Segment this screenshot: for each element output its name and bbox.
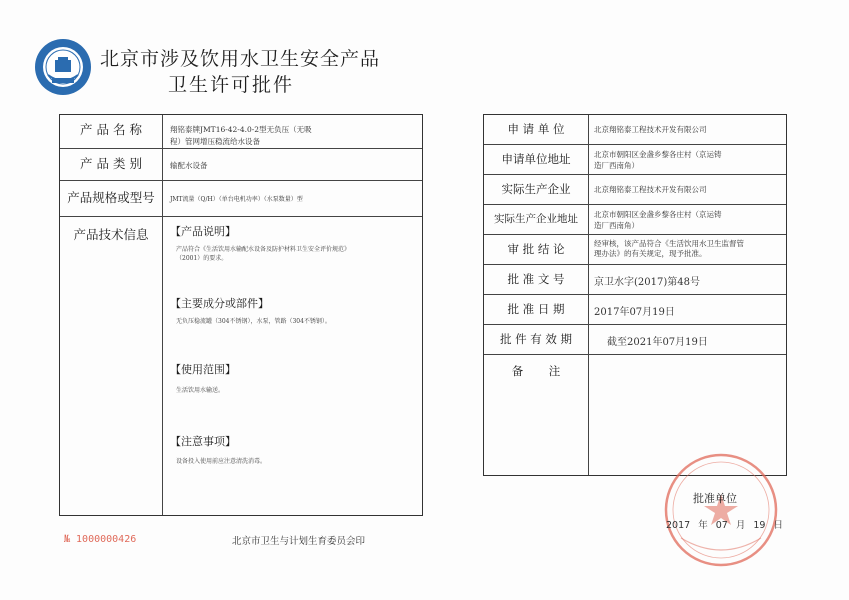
validity-label: 批 件 有 效 期 xyxy=(484,325,589,354)
section-title-product-description: 【产品说明】 xyxy=(170,225,236,238)
section-text-product-description: 产品符合《生活饮用水输配水设备及防护材料卫生安全评价规范》（2001）的要求。 xyxy=(176,246,351,262)
product-name-value: 翔铭泰牌JMT16-42-4.0-2型无负压（无吸程）管网增压稳流给水设备 xyxy=(170,125,312,146)
certificate-number: № 1000000426 xyxy=(64,534,137,545)
approval-number-label: 批 准 文 号 xyxy=(484,265,589,294)
remarks-label: 备 注 xyxy=(484,355,589,475)
product-info-table xyxy=(59,114,423,516)
applicant-address-label: 申请单位地址 xyxy=(484,145,589,174)
approval-unit-label: 批准单位 xyxy=(693,492,737,505)
row-conclusion xyxy=(484,235,786,265)
manufacturer-address-value: 北京市朝阳区金盏乡黎各庄村（京运铸造厂西南角） xyxy=(594,210,722,230)
conclusion-value: 经审核，该产品符合《生活饮用水卫生监督管理办法》的有关规定，现予批准。 xyxy=(594,239,744,258)
approval-date-signature: 2017 年 07 月 19 日 xyxy=(666,520,783,531)
manufacturer-address-label: 实际生产企业地址 xyxy=(484,205,589,234)
manufacturer-value: 北京翔铭泰工程技术开发有限公司 xyxy=(594,185,707,194)
row-tech-info xyxy=(60,217,422,515)
row-approval-date xyxy=(484,295,786,325)
section-text-precautions: 设备投入使用前应注意清洗消毒。 xyxy=(176,458,267,465)
conclusion-label: 审 批 结 论 xyxy=(484,235,589,264)
section-text-components: 无负压稳流罐（304不锈钢），水泵，管路（304不锈钢）。 xyxy=(176,318,331,325)
row-product-name xyxy=(60,115,422,149)
manufacturer-label: 实际生产企业 xyxy=(484,175,589,204)
row-manufacturer-address xyxy=(484,205,786,235)
document-title: 北京市涉及饮用水卫生安全产品 xyxy=(100,48,381,70)
row-validity xyxy=(484,325,786,355)
official-seal-stamp xyxy=(661,450,781,570)
product-category-value: 输配水设备 xyxy=(170,161,208,170)
applicant-value: 北京翔铭泰工程技术开发有限公司 xyxy=(594,125,707,134)
model-value: JMT流量（Q/H）（单台电机功率）（水泵数量）型 xyxy=(170,196,303,203)
approval-date-label: 批 准 日 期 xyxy=(484,295,589,324)
row-applicant-address xyxy=(484,145,786,175)
section-title-scope: 【使用范围】 xyxy=(170,363,236,376)
applicant-address-value: 北京市朝阳区金盏乡黎各庄村（京运铸造厂西南角） xyxy=(594,150,722,170)
approval-info-table xyxy=(483,114,787,476)
row-approval-number xyxy=(484,265,786,295)
validity-value: 截至2021年07月19日 xyxy=(607,337,708,348)
tech-info-label: 产品技术信息 xyxy=(60,217,163,515)
applicant-label: 申 请 单 位 xyxy=(484,115,589,144)
row-applicant xyxy=(484,115,786,145)
product-name-label: 产 品 名 称 xyxy=(60,115,163,148)
model-label: 产品规格或型号 xyxy=(60,181,163,216)
product-category-label: 产 品 类 别 xyxy=(60,149,163,180)
approval-date-value: 2017年07月19日 xyxy=(594,307,675,318)
section-text-scope: 生活饮用水输送。 xyxy=(176,387,225,394)
section-title-precautions: 【注意事项】 xyxy=(170,435,236,448)
row-manufacturer xyxy=(484,175,786,205)
health-supervision-emblem xyxy=(34,38,92,96)
issuing-organization: 北京市卫生与计划生育委员会印 xyxy=(232,536,366,547)
document-subtitle: 卫生许可批件 xyxy=(168,74,295,96)
row-model xyxy=(60,181,422,217)
row-product-category xyxy=(60,149,422,181)
section-title-components: 【主要成分或部件】 xyxy=(170,297,269,310)
approval-number-value: 京卫水字(2017)第48号 xyxy=(594,277,700,288)
